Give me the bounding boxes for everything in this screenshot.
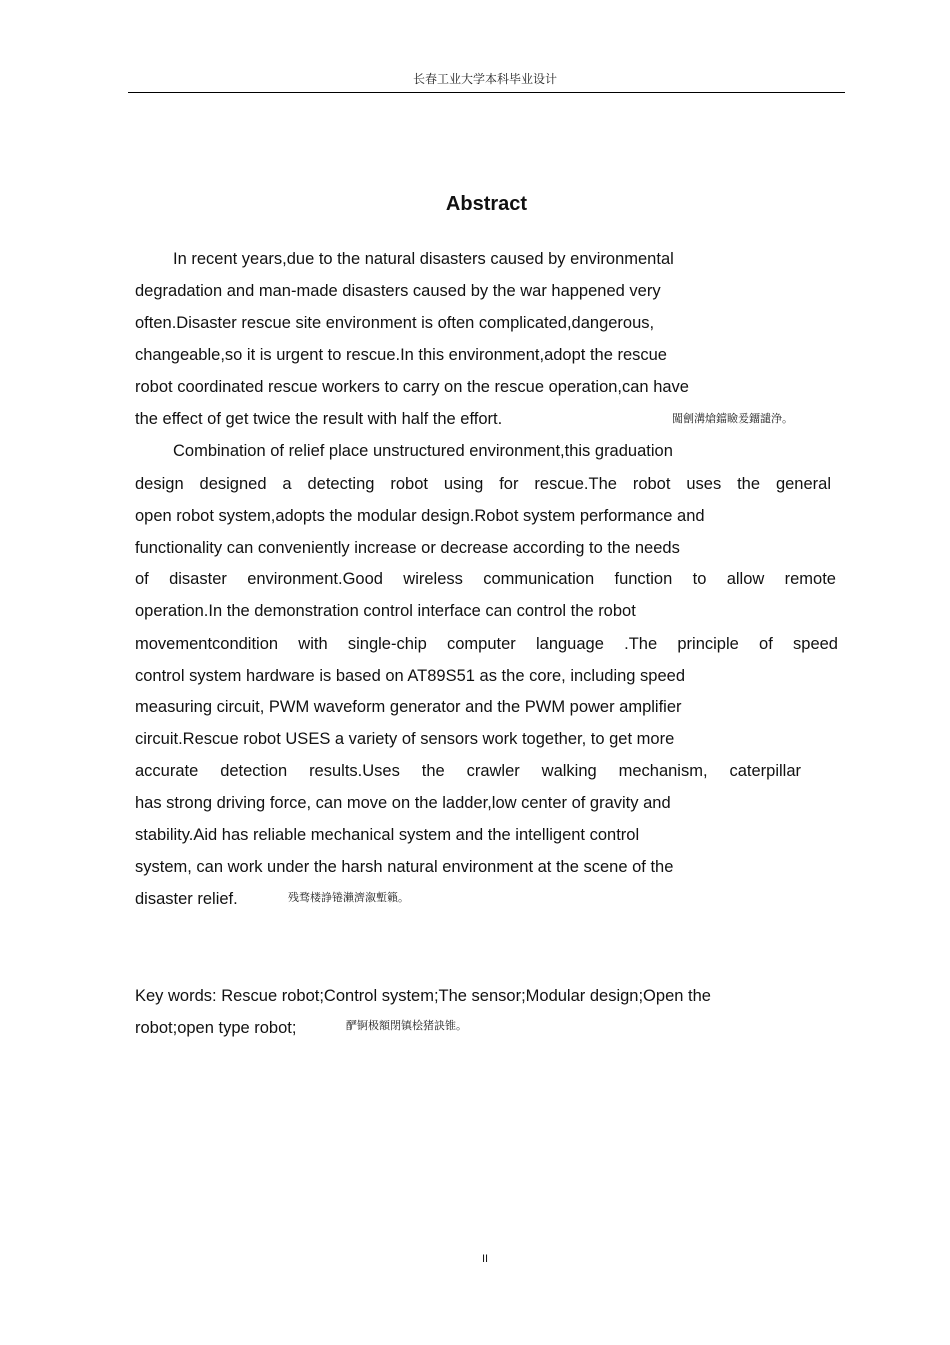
abstract-line: control system hardware is based on AT89S51 as the core, including speed [135,667,686,685]
abstract-line: measuring circuit, PWM waveform generator and the PWM power amplifier [135,698,682,716]
abstract-line: movementcondition with single-chip computer language .The principle of speed [135,635,838,653]
abstract-line: functionality can conveniently increase or decrease according to the needs [135,539,680,557]
abstract-line: accurate detection results.Uses the crawler walking mechanism, caterpillar [135,762,801,780]
header-divider [128,92,845,93]
abstract-line: circuit.Rescue robot USES a variety of sensors work together, to get more [135,730,675,748]
keywords-line: robot;open type robot; [135,1019,297,1037]
abstract-line: In recent years,due to the natural disasters caused by environmental [173,250,674,268]
abstract-line: disaster relief. [135,890,238,908]
abstract-line: stability.Aid has reliable mechanical system and the intelligent control [135,826,640,844]
keywords-line: Key words: Rescue robot;Control system;The sensor;Modular design;Open the [135,987,711,1005]
abstract-line: has strong driving force, can move on the ladder,low center of gravity and [135,794,671,812]
abstract-line: changeable,so it is urgent to rescue.In this environment,adopt the rescue [135,346,667,364]
abstract-line: degradation and man-made disasters caused by the war happened very [135,282,661,300]
abstract-title: Abstract [445,193,528,215]
abstract-line: design designed a detecting robot using for rescue.The robot uses the general [135,475,831,493]
abstract-line: Combination of relief place unstructured environment,this graduation [173,442,673,460]
abstract-line: system, can work under the harsh natural environment at the scene of the [135,858,674,876]
abstract-line: open robot system,adopts the modular design.Robot system performance and [135,507,705,525]
garbled-text: 残骛楼諍锩瀨濟溆塹籟。 [288,891,409,904]
abstract-line: the effect of get twice the result with half the effort. [135,410,503,428]
garbled-text: 酽锕极額閉镇桧猪訣锥。 [346,1019,467,1032]
running-header: 长春工业大学本科毕业设计 [412,72,557,86]
page-number: II [481,1253,489,1265]
abstract-line: robot coordinated rescue workers to carry on the rescue operation,can have [135,378,689,396]
garbled-text: 闖劊溝熗鐺瞼爰鐂譴浄。 [672,412,793,425]
abstract-line: of disaster environment.Good wireless communication function to allow remote [135,570,836,588]
abstract-line: often.Disaster rescue site environment is often complicated,dangerous, [135,314,655,332]
abstract-line: operation.In the demonstration control interface can control the robot [135,602,636,620]
